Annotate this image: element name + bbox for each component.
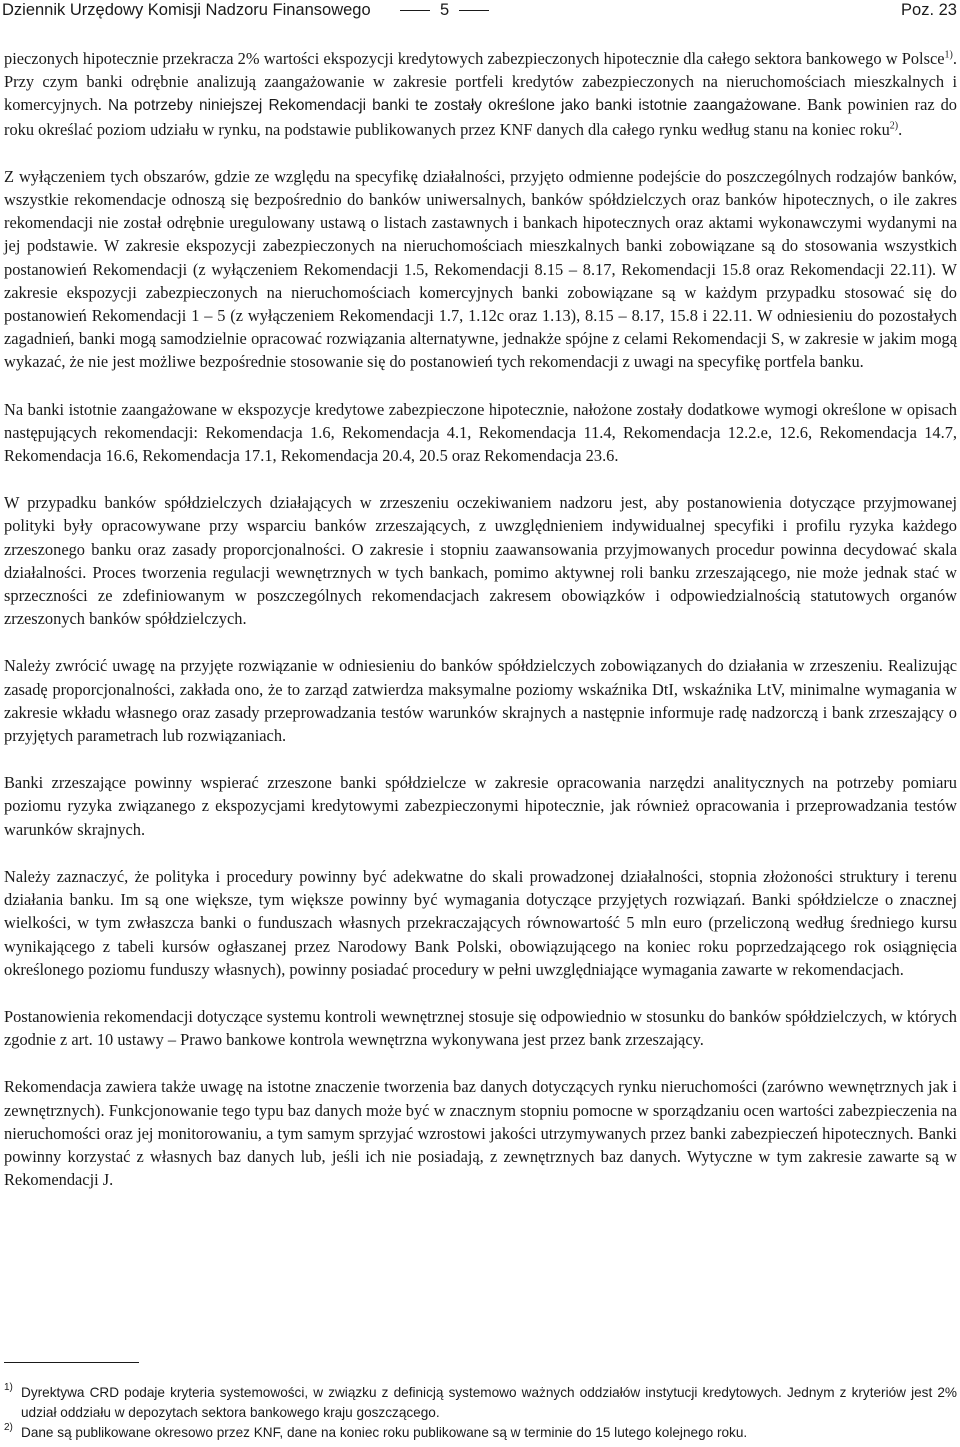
paragraph-gap xyxy=(4,467,957,491)
footnote-ref-1[interactable]: 1) xyxy=(944,49,953,61)
p1-text-b: . Przy czym banki odrębnie analizują zaangażowanie w zakresie portfeli kredytów zabezpieczonych na nieruchomościach mieszkalnych i komercyjnych. xyxy=(4,49,957,115)
page-number xyxy=(390,1,499,20)
paragraph-gap xyxy=(4,747,957,771)
paragraph-gap xyxy=(4,141,957,165)
footnotes xyxy=(4,1383,957,1443)
p1-text-d: Bank powinien raz do roku określać poziom udziału w rynku, na podstawie publikowanych przez KNF danych dla całego rynku według stanu na koniec roku xyxy=(4,95,958,139)
footnote-marker: 2) xyxy=(4,1422,13,1433)
paragraph-3: Na banki istotnie zaangażowane w ekspozycje kredytowe zabezpieczone hipotecznie, nałożone zostały dodatkowe wymogi określone w opisach następujących rekomendacji: Rekomendacja 1.6, Rekomendacja 4.1, Rekomendacja 11.4, Rekomendacja 12.2.e, 12.6, Rekomendacja 14.7, Rekomendacja 16.6, Rekomendacja 17.1, Rekomendacja 20.4, 20.5 oraz Rekomendacja 23.6. xyxy=(4,399,957,466)
publication-title: Dziennik Urzędowy Komisji Nadzoru Finansowego xyxy=(2,1,371,19)
paragraph-8: Postanowienia rekomendacji dotyczące systemu kontroli wewnętrznej stosuje się odpowiednio w stosunku do banków spółdzielczych, w których zgodnie z art. 10 ustawy – Prawo bankowe kontrola wewnętrzna wykonywana jest przez bank zrzeszający. xyxy=(4,1006,957,1050)
dash-right xyxy=(459,10,489,11)
dash-left xyxy=(400,10,430,11)
page-header xyxy=(0,0,960,30)
paragraph-5: Należy zwrócić uwagę na przyjęte rozwiązanie w odniesieniu do banków spółdzielczych zobowiązanych do działania w zrzeszeniu. Realizując zasadę proporcjonalności, zakłada ono, że to zarząd zatwierdza maksymalne poziomy wskaźnika DtI, wskaźnika LtV, minimalne wymagania w zakresie wkładu własnego oraz zasady przeprowadzania testów warunków skrajnych a następnie informuje radę nadzorczą i bank zrzeszający o przyjętych parametrach lub rozwiązaniach. xyxy=(4,656,957,746)
paragraph-gap xyxy=(4,981,957,1005)
document-body xyxy=(4,47,957,1191)
paragraph-4: W przypadku banków spółdzielczych działających w zrzeszeniu oczekiwaniem nadzoru jest, aby postanowienia dotyczące przyjmowanej polityki były opracowywane przy wsparciu banków zrzeszających, z uwzględnieniem indywidualnej specyfiki i profilu ryzyka każdego zrzeszonego banku oraz zasady proporcjonalności. O zakresie i stopniu zaawansowania przyjmowanych procedur powinna decydować skala działalności. Proces tworzenia regulacji wewnętrznych w tych bankach, pomimo aktywnej roli banku zrzeszającego, nie może jednak stać w sprzeczności ze zdefiniowanym w poszczególnych rekomendacjach zakresem obowiązków i odpowiedzialnością statutowych organów zrzeszonych banków spółdzielczych. xyxy=(4,493,957,629)
paragraph-gap xyxy=(4,841,957,865)
paragraph-gap xyxy=(4,374,957,398)
paragraph-1 xyxy=(4,47,957,141)
paragraph-9: Rekomendacja zawiera także uwagę na istotne znaczenie tworzenia baz danych dotyczących rynku nieruchomości (zarówno wewnętrznych jak i zewnętrznych). Funkcjonowanie tego typu baz danych może być w znacznym stopniu pomocne w sporządzaniu ocen wartości zabezpieczenia na nieruchomości oraz jej monitorowaniu, a tym samym sprzyjać wzrostowi jakości utrzymywanych przez banki zabezpieczeń hipotecznych. Banki powinny korzystać z własnych baz danych lub, jeśli ich nie posiadają, z zewnętrznych baz danych. Wytyczne w tym zakresie zawarte są w Rekomendacji J. xyxy=(4,1077,957,1190)
footnote-separator xyxy=(4,1362,139,1363)
paragraph-2: Z wyłączeniem tych obszarów, gdzie ze względu na specyfikę działalności, przyjęto odmienne podejście do poszczególnych rodzajów banków, wszystkie rekomendacje odnoszą się bezpośrednio do banków uniwersalnych, banków spółdzielczych oraz banków hipotecznych, o ile zakres rekomendacji nie został odrębnie uregulowany ustawą o listach zastawnych i bankach hipotecznych oraz aktami wykonawczymi wydanymi na jej podstawie. W zakresie ekspozycji zabezpieczonych na nieruchomościach mieszkalnych banki zobowiązane są do stosowania wszystkich postanowień Rekomendacji (z wyłączeniem Rekomendacji 1.5, Rekomendacji 8.15 – 8.17, Rekomendacji 15.8 oraz Rekomendacji 22.11). W zakresie ekspozycji zabezpieczonych na nieruchomościach komercyjnych banki zobowiązane są w każdym przypadku stosować się do postanowień Rekomendacji 1 – 5 (z wyłączeniem Rekomendacji 1.7, 1.12c oraz 1.13), 8.15 – 8.17, 15.8 i 22.11. W odniesieniu do pozostałych zagadnień, banki mogą samodzielnie opracować rozwiązania alternatywne, jednakże spójne z celami Rekomendacji S, w zakresie w jakim mogą wykazać, że nie jest możliwe bezpośrednie stosowanie się do postanowień tych rekomendacji z uwagi na specyfikę portfela banku. xyxy=(4,166,957,372)
footnote-marker: 1) xyxy=(4,1382,13,1393)
p1-text-a: pieczonych hipotecznie przekracza 2% wartości ekspozycji kredytowych zabezpieczonych hipotecznie dla całego sektora bankowego w Polsce xyxy=(4,49,945,68)
position-label: Poz. 23 xyxy=(901,1,957,19)
p1-text-e: . xyxy=(898,119,903,139)
footnote-ref-2[interactable]: 2) xyxy=(889,120,899,132)
paragraph-gap xyxy=(4,1051,957,1075)
page-number-value: 5 xyxy=(440,1,450,19)
paragraph-gap xyxy=(4,630,957,654)
footnote-text: Dyrektywa CRD podaje kryteria systemowości, w związku z definicją systemowo ważnych oddziałów instytucji kredytowych. Jednym z kryteriów jest 2% udział oddziału w depozytach sektora bankowego kraju goszczącego. xyxy=(21,1385,957,1420)
footnote-text: Dane są publikowane okresowo przez KNF, dane na koniec roku publikowane są w terminie do 15 lutego kolejnego roku. xyxy=(21,1425,748,1440)
paragraph-6: Banki zrzeszające powinny wspierać zrzeszone banki spółdzielcze w zakresie opracowania narzędzi analitycznych na potrzeby pomiaru poziomu ryzyka związanego z ekspozycjami kredytowymi zabezpieczonymi hipotecznie, jak również opracowania i przeprowadzania testów warunków skrajnych. xyxy=(4,773,957,839)
p1-text-c: Na potrzeby niniejszej Rekomendacji banki te zostały określone jako banki istotnie zaangażowane. xyxy=(101,97,802,115)
paragraph-7: Należy zaznaczyć, że polityka i procedury powinny być adekwatne do skali prowadzonej działalności, stopnia złożoności struktury i terenu działania banku. Im są one większe, tym większe powinny być wymagania dotyczące przyjętych rozwiązań. Banki spółdzielcze o znacznej wielkości, w tym zwłaszcza banki o funduszach własnych przekraczających równowartość 5 mln euro (przeliczoną według średniego kursu wynikającego z tabeli kursów ogłaszanej przez Narodowy Bank Polski, obowiązującego na koniec roku poprzedzającego rok osiągnięcia określonego poziomu funduszy własnych), powinny posiadać procedury w pełni uwzględniające wymagania zawarte w rekomendacjach. xyxy=(4,866,957,979)
footnote-1 xyxy=(4,1383,957,1423)
footnote-2 xyxy=(4,1423,957,1443)
